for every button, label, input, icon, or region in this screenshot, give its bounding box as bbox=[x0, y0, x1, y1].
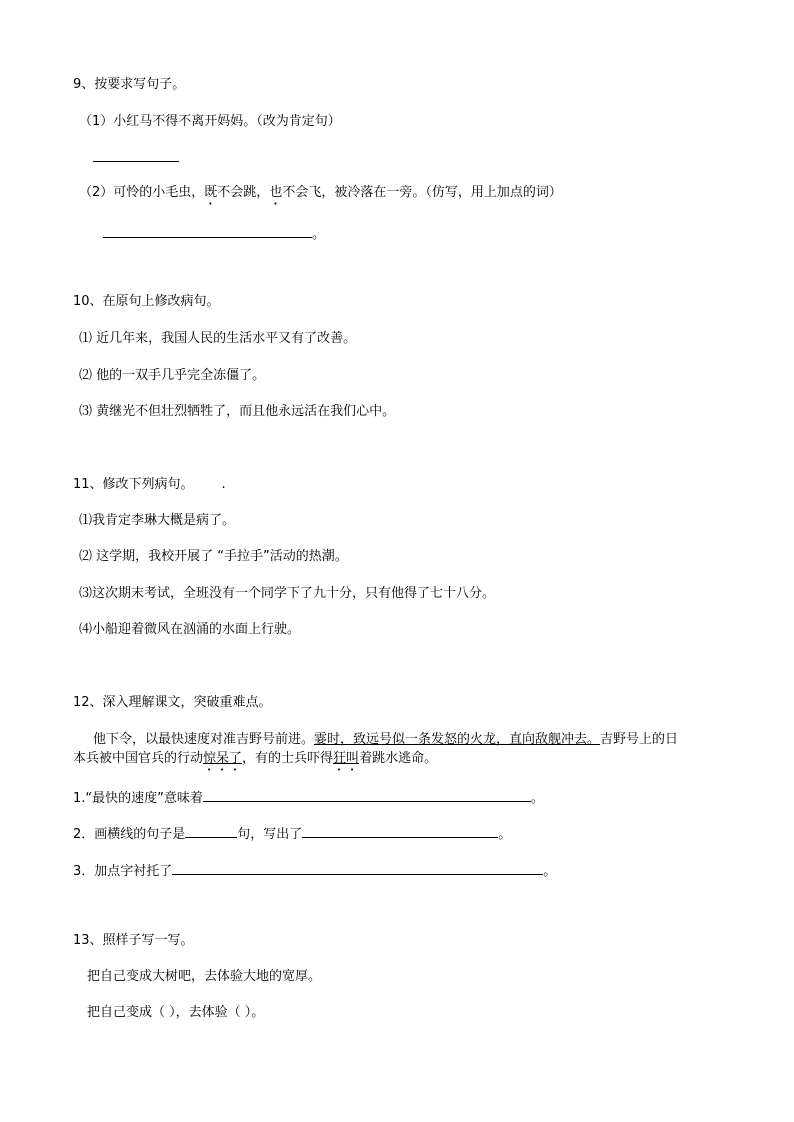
q13-example: 把自己变成大树吧，去体验大地的宽厚。 bbox=[87, 969, 322, 984]
q9-answer-line-2[interactable] bbox=[103, 223, 325, 244]
q12-sub-1-blank[interactable] bbox=[203, 787, 531, 802]
q9-answer-line-1[interactable] bbox=[93, 147, 179, 168]
q12-sub-2-blank-2[interactable] bbox=[302, 823, 498, 838]
q12-sub-2 bbox=[73, 823, 511, 844]
q11-title bbox=[73, 476, 226, 494]
q12-sub-3-post: 。 bbox=[543, 864, 557, 879]
q10-item-2: ⑵ 他的一双手几乎完全冻僵了。 bbox=[79, 368, 266, 383]
q12-sub-1-pre: 1.“最快的速度”意味着 bbox=[73, 791, 203, 806]
q9-title: 9、按要求写句子。 bbox=[73, 77, 186, 92]
q12-para-p1: 他下令，以最快速度对准吉野号前进。 bbox=[93, 732, 315, 747]
q12-sub-3-pre: 3．加点字衬托了 bbox=[73, 864, 173, 879]
q12-sub-2-pre: 2．画横线的句子是 bbox=[73, 827, 186, 842]
q10-item-1: ⑴ 近几年来，我国人民的生活水平又有了改善。 bbox=[79, 331, 357, 346]
q9-item-2-pre: （2）可怜的小毛虫， bbox=[79, 185, 205, 200]
q12-dotted-kuangjiao: 狂叫 bbox=[333, 751, 360, 766]
dotted-word-ji: 既 bbox=[204, 185, 218, 200]
q9-item-2-post: 不会飞，被冷落在一旁。（仿写，用上加点的词） bbox=[282, 185, 562, 200]
q12-title: 12、深入理解课文，突破重难点。 bbox=[73, 695, 272, 710]
q9-item-1: （1）小红马不得不离开妈妈。（改为肯定句） bbox=[79, 114, 341, 129]
q12-para-p6: ，有的士兵吓得 bbox=[242, 751, 334, 766]
q9-item-2 bbox=[79, 184, 562, 208]
q10-title: 10、在原句上修改病句。 bbox=[73, 294, 220, 309]
q11-item-4: ⑷小船迎着微风在汹涌的水面上行驶。 bbox=[79, 622, 301, 637]
q12-paragraph-line-1 bbox=[93, 731, 678, 749]
q12-dotted-jingdaile: 惊呆了 bbox=[203, 751, 243, 766]
q12-sub-3-blank[interactable] bbox=[172, 860, 543, 875]
q12-para-p8: 着跳水逃命。 bbox=[359, 751, 438, 766]
q11-title-text: 11、修改下列病句。 bbox=[73, 477, 194, 492]
q11-item-1: ⑴我肯定李琳大概是病了。 bbox=[79, 513, 236, 528]
q12-sub-2-mid: 句，写出了 bbox=[237, 827, 303, 842]
q12-underlined-sentence: 霎时，致远号似一条发怒的火龙，直向敌舰冲去。 bbox=[314, 732, 601, 747]
q12-paragraph-line-2 bbox=[73, 750, 437, 774]
q12-para-p4: 本兵被中国官兵的行动 bbox=[73, 751, 204, 766]
q13-title: 13、照样子写一写。 bbox=[73, 933, 194, 948]
q10-item-3: ⑶ 黄继光不但壮烈牺牲了，而且他永远活在我们心中。 bbox=[79, 404, 396, 419]
q12-sub-2-post: 。 bbox=[498, 827, 512, 842]
dotted-word-ye: 也 bbox=[269, 185, 283, 200]
q11-item-2: ⑵ 这学期，我校开展了 “手拉手”活动的热潮。 bbox=[79, 549, 348, 564]
q9-item-2-mid: 不会跳， bbox=[217, 185, 270, 200]
q12-sub-1 bbox=[73, 787, 544, 808]
q13-practice[interactable]: 把自己变成（ ），去体验（ ）。 bbox=[87, 1005, 265, 1020]
q12-para-p3: 吉野号上的日 bbox=[600, 732, 679, 747]
q12-sub-2-blank-1[interactable] bbox=[185, 823, 237, 838]
q11-item-3: ⑶这次期末考试，全班没有一个同学下了九十分，只有他得了七十八分。 bbox=[79, 586, 496, 601]
q12-sub-1-post: 。 bbox=[530, 791, 544, 806]
q9-end-mark: 。 bbox=[312, 227, 326, 242]
q12-sub-3 bbox=[73, 860, 556, 881]
q11-title-dot: . bbox=[221, 477, 226, 492]
